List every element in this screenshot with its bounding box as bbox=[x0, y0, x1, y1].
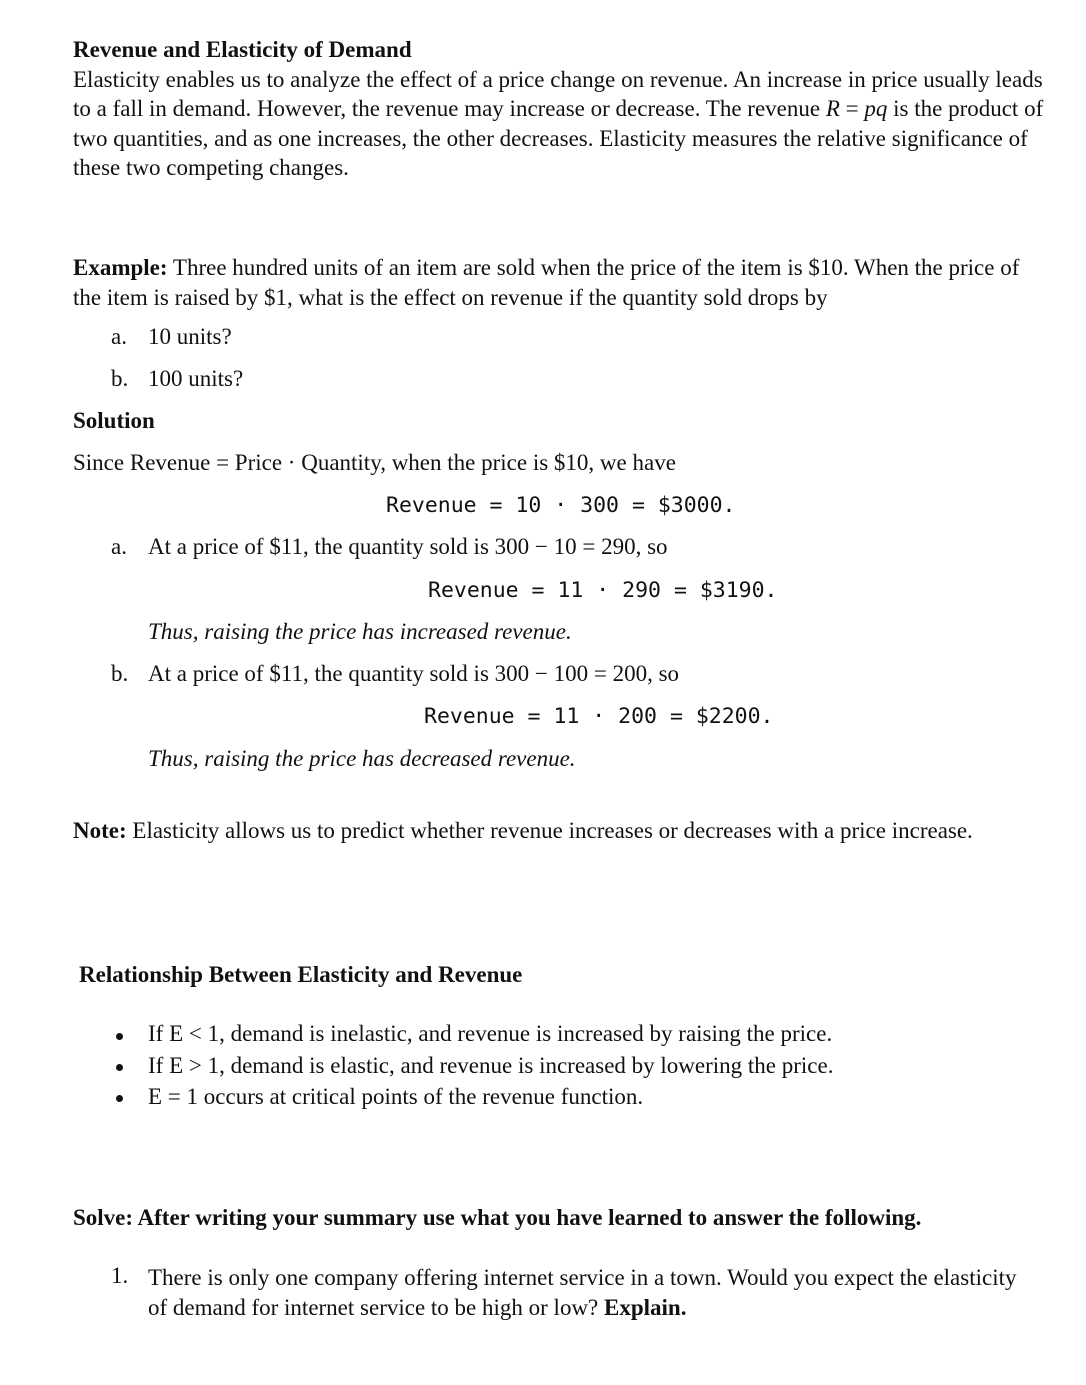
solution-part-b: b. At a price of $11, the quantity sold is 300 − 100 = 200, so bbox=[111, 661, 680, 686]
example-text: Three hundred units of an item are sold when the price of the item is $10. When the price of the item is raised by $1, what is the effect on revenue if the quantity sold drops by bbox=[73, 255, 1020, 310]
revenue-symbol: R bbox=[825, 96, 840, 121]
equation-base-revenue: Revenue = 10 · 300 = $3000. bbox=[386, 493, 736, 518]
conclusion-a: Thus, raising the price has increased revenue. bbox=[148, 619, 572, 644]
intro-paragraph: Elasticity enables us to analyze the effect of a price change on revenue. An increase in price usually leads to a fall in demand. However, the revenue may increase or decrease. The revenue R = pq is the product of two quantities, and as one increases, the other decreases. Elasticity measures the relative significance of these two competing changes. bbox=[73, 66, 1044, 180]
conclusion-b: Thus, raising the price has decreased revenue. bbox=[148, 746, 576, 771]
solution-part-a: a. At a price of $11, the quantity sold is 300 − 10 = 290, so bbox=[111, 534, 668, 559]
solution-heading: Solution bbox=[73, 408, 155, 433]
pq-symbol: pq bbox=[864, 96, 888, 121]
page-title: Revenue and Elasticity of Demand bbox=[73, 37, 412, 62]
question-1-label: 1. bbox=[111, 1263, 129, 1288]
example-section bbox=[73, 253, 1046, 312]
relationship-heading: Relationship Between Elasticity and Revenue bbox=[79, 962, 523, 987]
example-item-a: a. 10 units? bbox=[111, 324, 232, 349]
question-1-text: There is only one company offering internet service in a town. Would you expect the elasticity of demand for internet service to be high or low? bbox=[148, 1265, 1017, 1320]
bullet-item: If E > 1, demand is elastic, and revenue is increased by lowering the price. bbox=[148, 1053, 834, 1078]
note-label: Note: bbox=[73, 818, 127, 843]
bullet-dot bbox=[116, 1064, 123, 1071]
equation-revenue-a: Revenue = 11 · 290 = $3190. bbox=[428, 578, 778, 603]
bullet-dot bbox=[116, 1095, 123, 1102]
question-1: There is only one company offering internet service in a town. Would you expect the elasticity of demand for internet service to be high or low? Explain. bbox=[148, 1265, 1017, 1320]
question-1-explain: Explain bbox=[604, 1294, 681, 1320]
intro-section bbox=[73, 35, 1046, 183]
bullet-item: If E < 1, demand is inelastic, and revenue is increased by raising the price. bbox=[148, 1021, 833, 1046]
note-text: Elasticity allows us to predict whether revenue increases or decreases with a price increase. bbox=[132, 818, 973, 843]
example-item-b: b. 100 units? bbox=[111, 366, 244, 391]
equation-revenue-b: Revenue = 11 · 200 = $2200. bbox=[424, 704, 774, 729]
example-label: Example: bbox=[73, 255, 168, 280]
bullet-dot bbox=[116, 1033, 123, 1040]
bullet-item: E = 1 occurs at critical points of the revenue function. bbox=[148, 1084, 644, 1109]
solve-heading: Solve: After writing your summary use what you have learned to answer the following. bbox=[73, 1205, 922, 1230]
solution-intro: Since Revenue = Price · Quantity, when the price is $10, we have bbox=[73, 450, 676, 475]
note-section bbox=[73, 816, 976, 846]
